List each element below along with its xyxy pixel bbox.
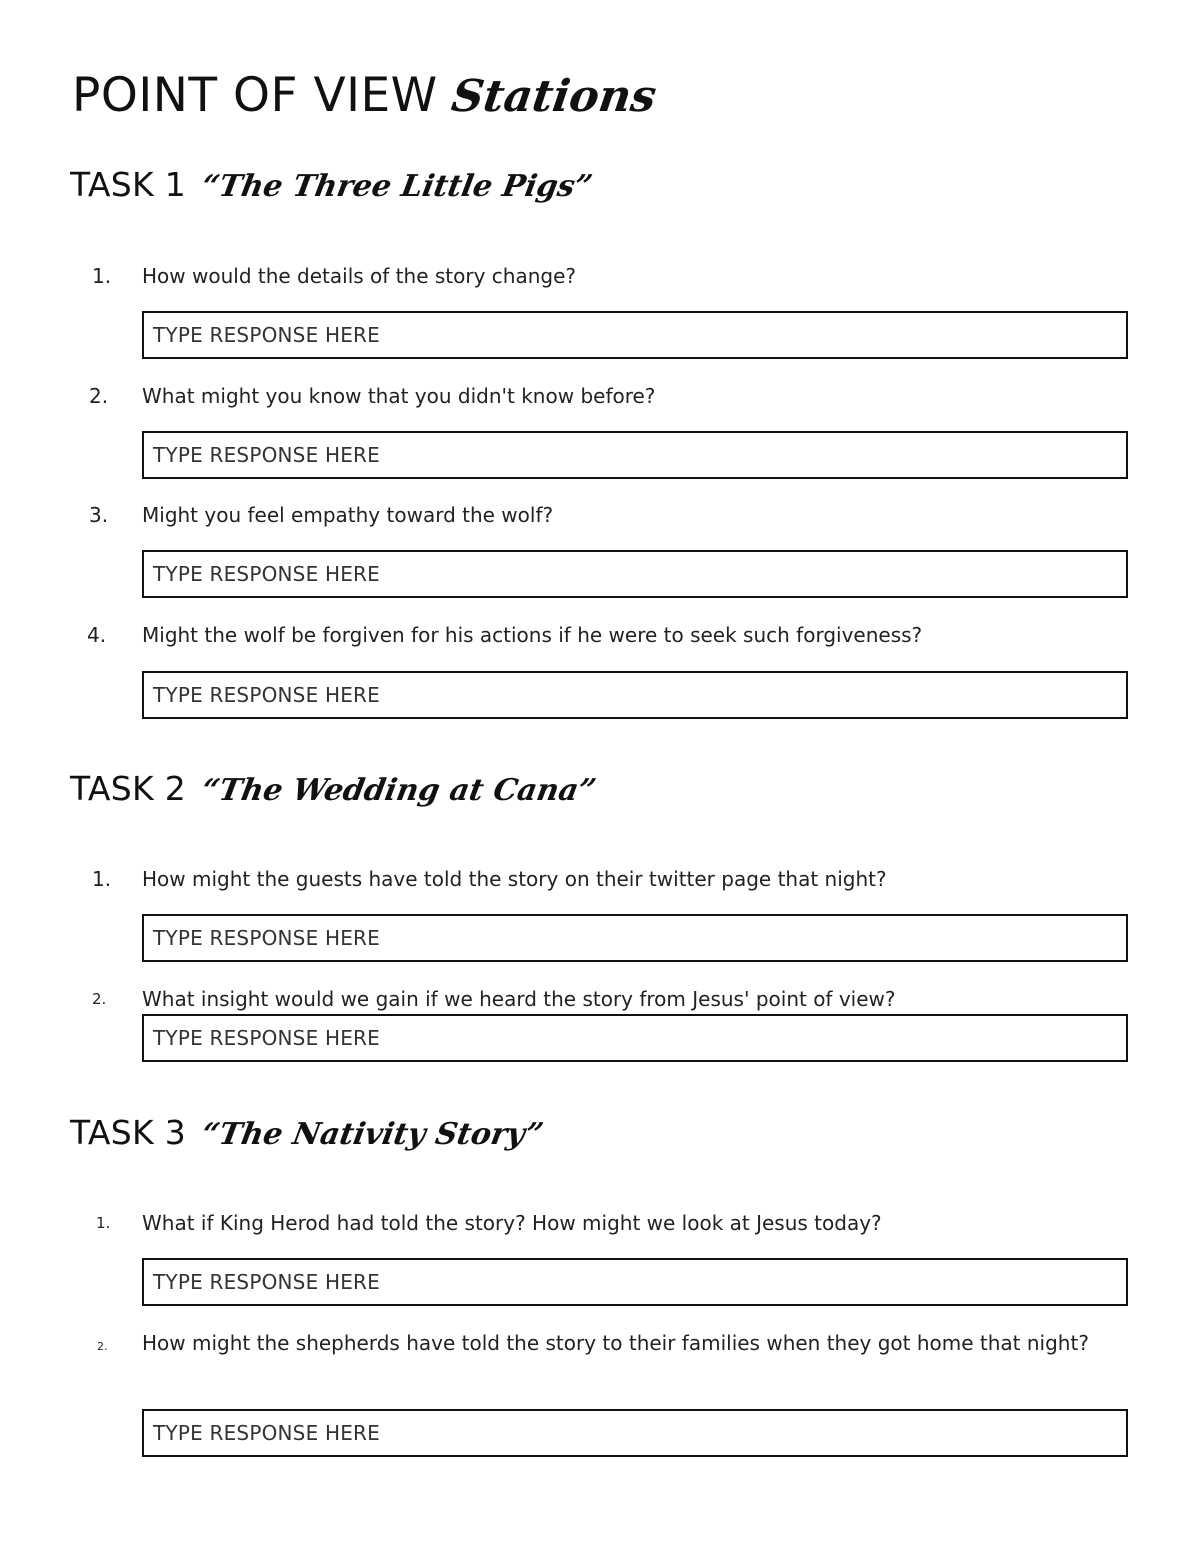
response-field[interactable]: TYPE RESPONSE HERE [142,1014,1128,1062]
task-label: TASK 3 [70,1113,187,1152]
response-field[interactable]: TYPE RESPONSE HERE [142,550,1128,598]
response-field[interactable]: TYPE RESPONSE HERE [142,1258,1128,1306]
question-text: How might the shepherds have told the story to their families when they got home that night? [142,1331,1089,1355]
page-title-script: Stations [448,71,660,122]
response-field[interactable]: TYPE RESPONSE HERE [142,914,1128,962]
question-text: What might you know that you didn't know before? [142,384,656,408]
question-number: 2. [97,1340,108,1353]
question-text: What if King Herod had told the story? How might we look at Jesus today? [142,1211,882,1235]
task-1-heading [70,165,595,204]
response-field[interactable]: TYPE RESPONSE HERE [142,671,1128,719]
task-2-heading [70,769,599,808]
question-text: Might you feel empathy toward the wolf? [142,503,554,527]
task-label: TASK 1 [70,165,187,204]
question-number: 2. [89,384,109,408]
task-3-heading [70,1113,546,1152]
question-number: 3. [89,503,109,527]
question-number: 1. [96,1214,111,1232]
task-subtitle: “The Nativity Story” [199,1117,546,1152]
question-text: Might the wolf be forgiven for his actions if he were to seek such forgiveness? [142,623,923,647]
response-field[interactable]: TYPE RESPONSE HERE [142,431,1128,479]
response-field[interactable]: TYPE RESPONSE HERE [142,311,1128,359]
question-text: How might the guests have told the story on their twitter page that night? [142,867,887,891]
question-text: What insight would we gain if we heard the story from Jesus' point of view? [142,987,896,1011]
task-subtitle: “The Three Little Pigs” [199,169,595,204]
page-title [72,68,660,123]
question-number: 1. [92,264,112,288]
response-field[interactable]: TYPE RESPONSE HERE [142,1409,1128,1457]
question-number: 4. [87,623,107,647]
page-title-main: POINT OF VIEW [72,68,438,123]
task-subtitle: “The Wedding at Cana” [199,773,599,808]
question-number: 1. [92,867,112,891]
question-text: How would the details of the story change? [142,264,576,288]
task-label: TASK 2 [70,769,187,808]
question-number: 2. [92,990,107,1008]
